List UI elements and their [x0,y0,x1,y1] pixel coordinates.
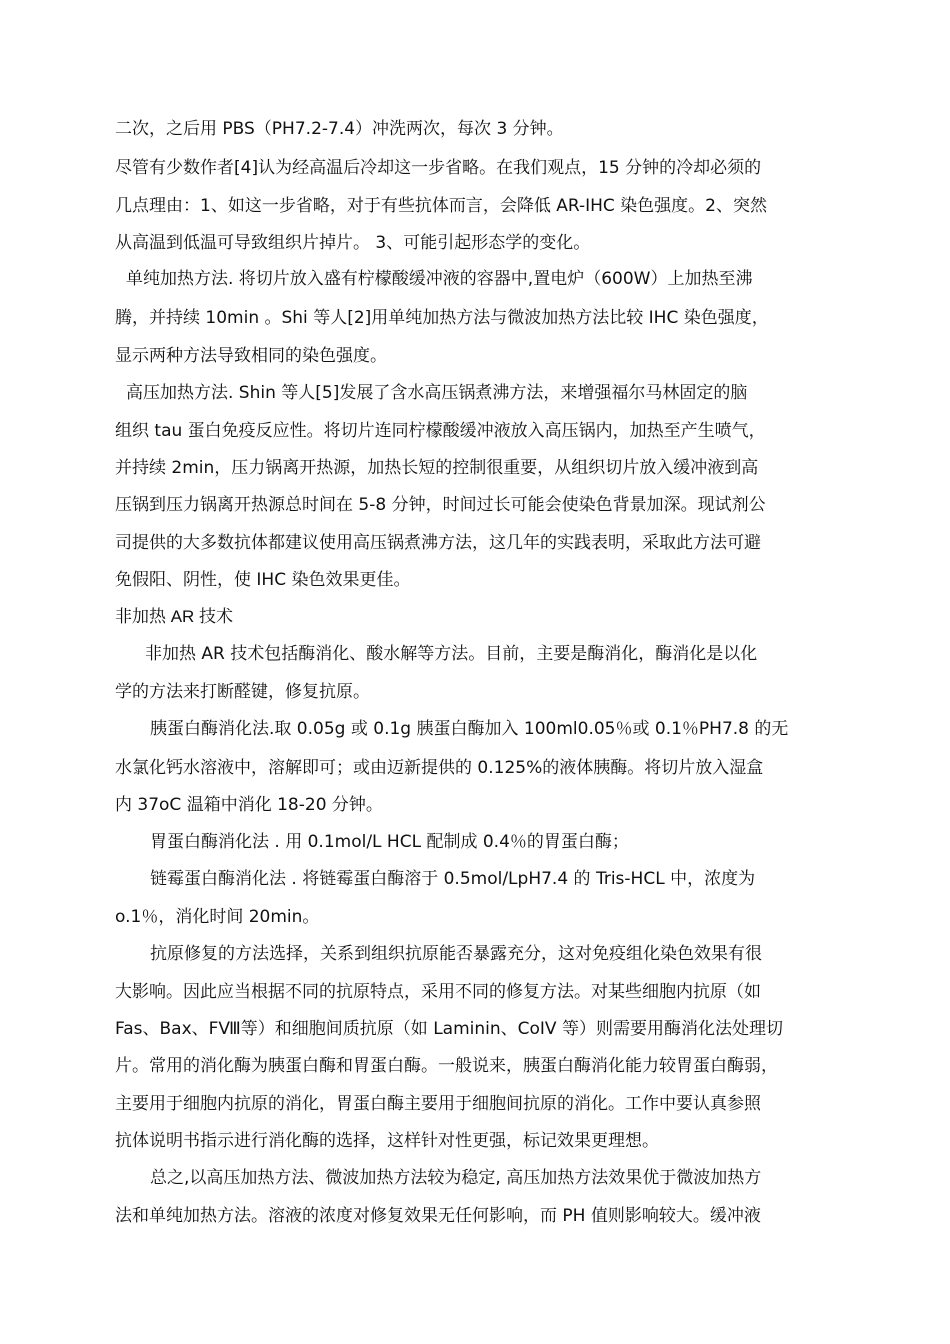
text-line: 显示两种方法导致相同的染色强度。 [115,346,387,366]
text-line: 主要用于细胞内抗原的消化，胃蛋白酶主要用于细胞间抗原的消化。工作中要认真参照 [115,1094,761,1114]
text-line: Fas、Bax、FⅧ等）和细胞间质抗原（如 Laminin、CoIV 等）则需要用酶消化法处理切 [115,1019,783,1039]
text-line: 组织 tau 蛋白免疫反应性。将切片连同柠檬酸缓冲液放入高压锅内，加热至产生喷气， [115,421,766,441]
text-line: 片。常用的消化酶为胰蛋白酶和胃蛋白酶。一般说来，胰蛋白酶消化能力较胃蛋白酶弱， [115,1056,778,1076]
text-line: 内 37oC 温箱中消化 18-20 分钟。 [115,795,383,815]
text-line: 二次，之后用 PBS（PH7.2-7.4）冲洗两次，每次 3 分钟。 [115,119,564,139]
text-line: 并持续 2min，压力锅离开热源，加热长短的控制很重要，从组织切片放入缓冲液到高 [115,458,759,478]
text-line: 压锅到压力锅离开热源总时间在 5-8 分钟，时间过长可能会使染色背景加深。现试剂公 [115,495,766,515]
text-line: 免假阳、阴性，使 IHC 染色效果更佳。 [115,570,411,590]
text-line: 水氯化钙水溶液中，溶解即可；或由迈新提供的 0.125%的液体胰酶。将切片放入湿盒 [115,758,764,778]
section-heading: 非加热 AR 技术 [115,607,234,626]
text-line: 胰蛋白酶消化法.取 0.05g 或 0.1g 胰蛋白酶加入 100ml0.05％或 0.1％PH7.8 的无 [150,719,789,739]
text-line: 单纯加热方法. 将切片放入盛有柠檬酸缓冲液的容器中,置电炉（600W）上加热至沸 [126,269,753,289]
text-line: 从高温到低温可导致组织片掉片。 3、可能引起形态学的变化。 [115,233,591,253]
text-line: 学的方法来打断醛键，修复抗原。 [115,682,370,702]
text-line: 大影响。因此应当根据不同的抗原特点，采用不同的修复方法。对某些细胞内抗原（如 [115,982,761,1002]
text-line: o.1％，消化时间 20min。 [115,907,320,927]
text-line: 链霉蛋白酶消化法 . 将链霉蛋白酶溶于 0.5mol/LpH7.4 的 Tris-HCL 中，浓度为 [150,869,756,889]
text-line: 尽管有少数作者[4]认为经高温后冷却这一步省略。在我们观点，15 分钟的冷却必须的 [115,158,762,178]
text-line: 胃蛋白酶消化法 . 用 0.1mol/L HCL 配制成 0.4％的胃蛋白酶； [150,832,629,852]
text-line: 司提供的大多数抗体都建议使用高压锅煮沸方法，这几年的实践表明，采取此方法可避 [115,533,761,553]
text-line: 法和单纯加热方法。溶液的浓度对修复效果无任何影响，而 PH 值则影响较大。缓冲液 [115,1206,761,1226]
text-line: 非加热 AR 技术包括酶消化、酸水解等方法。目前，主要是酶消化，酶消化是以化 [145,644,758,664]
text-line: 腾，并持续 10min 。Shi 等人[2]用单纯加热方法与微波加热方法比较 IHC 染色强度， [115,308,769,328]
text-line: 高压加热方法. Shin 等人[5]发展了含水高压锅煮沸方法，来增强福尔马林固定的脑 [126,383,748,403]
text-line: 几点理由：1、如这一步省略，对于有些抗体而言，会降低 AR-IHC 染色强度。2、突然 [115,196,767,216]
text-line: 抗原修复的方法选择，关系到组织抗原能否暴露充分，这对免疫组化染色效果有很 [150,944,762,964]
text-line: 总之,以高压加热方法、微波加热方法较为稳定, 高压加热方法效果优于微波加热方 [150,1168,762,1188]
text-line: 抗体说明书指示进行消化酶的选择，这样针对性更强，标记效果更理想。 [115,1131,659,1151]
